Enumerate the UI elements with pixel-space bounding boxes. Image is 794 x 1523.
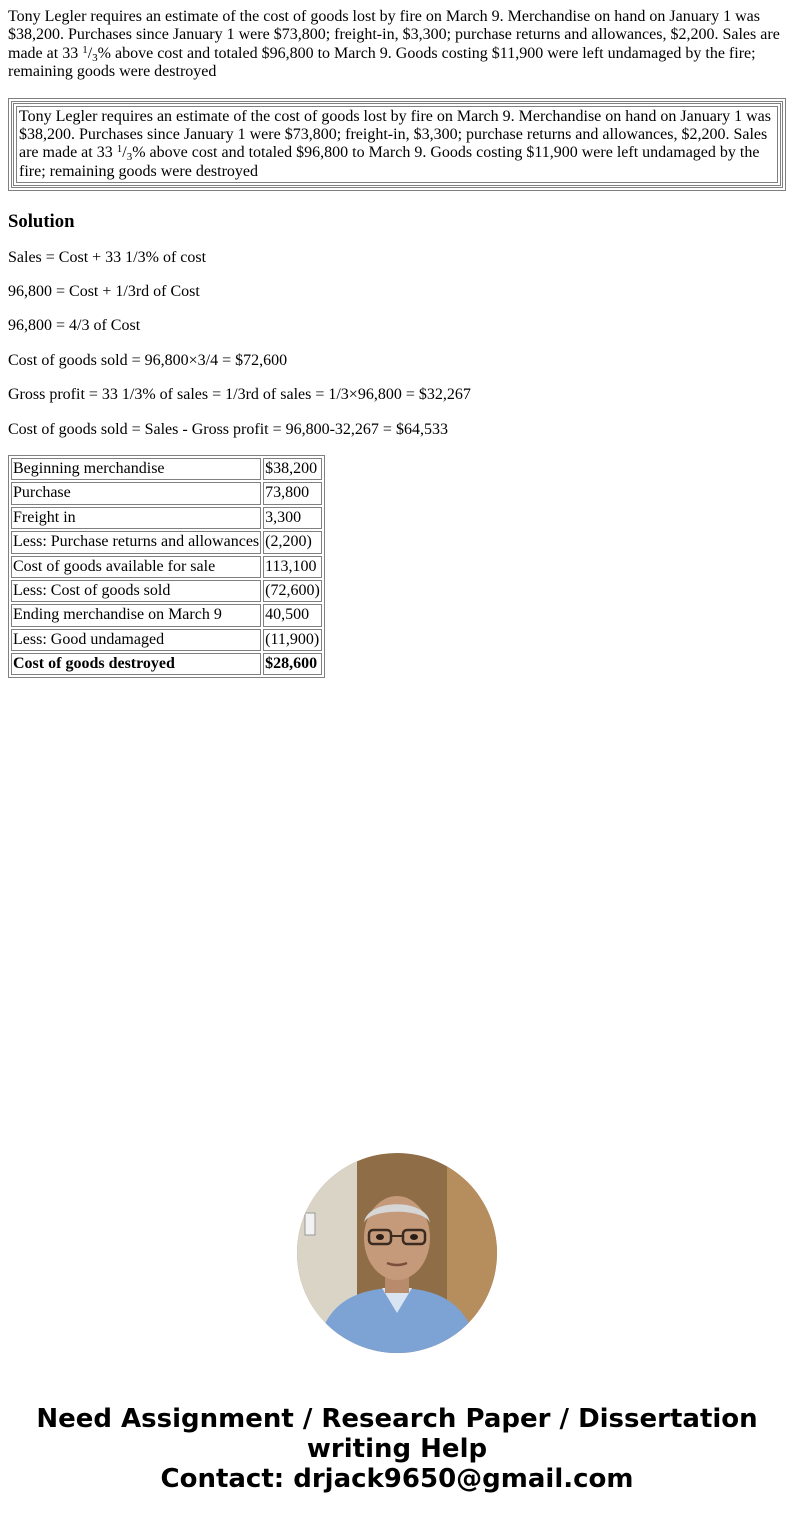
row-value: 40,500: [263, 604, 322, 626]
cost-of-goods-table: [8, 455, 325, 679]
row-label: Cost of goods available for sale: [11, 556, 261, 578]
boxed-text-part2: % above cost and totaled $96,800 to March 9. Goods costing $11,900 were left undamaged by the fire; remaining goods were destroyed: [19, 144, 760, 180]
fraction-slash: /: [87, 44, 93, 62]
row-label: Less: Good undamaged: [11, 629, 261, 651]
table-row: [11, 629, 322, 651]
row-value: (11,900): [263, 629, 322, 651]
row-value: 3,300: [263, 507, 322, 529]
row-label: Less: Purchase returns and allowances: [11, 531, 261, 553]
problem-text-part1: Tony Legler requires an estimate of the cost of goods lost by fire on March 9. Merchandise on hand on January 1 was $38,200. Purchases since January 1 were $73,800; freight-in, $3,300; purchase returns and allowances, $2,200. Sales are made at 33: [8, 8, 780, 62]
table-row: [11, 531, 322, 553]
total-row: [11, 653, 322, 675]
solution-heading: Solution: [8, 211, 75, 233]
row-label: Less: Cost of goods sold: [11, 580, 261, 602]
table-row: [11, 482, 322, 504]
problem-box-text: [16, 106, 778, 184]
problem-box-inner: [13, 103, 781, 187]
table-row: [11, 556, 322, 578]
contact-line-1: Need Assignment / Research Paper / Dissertation: [36, 1404, 758, 1434]
row-value: 113,100: [263, 556, 322, 578]
row-label: Beginning merchandise: [11, 458, 261, 480]
row-value: 73,800: [263, 482, 322, 504]
solution-steps: [8, 249, 786, 439]
page: [0, 0, 794, 678]
table-row: [11, 507, 322, 529]
fraction-denominator: 3: [92, 51, 98, 64]
row-label: Ending merchandise on March 9: [11, 604, 261, 626]
row-value: (2,200): [263, 531, 322, 553]
row-value: $38,200: [263, 458, 322, 480]
solution-step: 96,800 = 4/3 of Cost: [8, 317, 141, 335]
contact-banner: [0, 1404, 794, 1494]
contact-line-2: writing Help: [306, 1434, 488, 1464]
solution-step: Cost of goods sold = Sales - Gross profit = 96,800-32,267 = $64,533: [8, 420, 448, 438]
author-portrait-icon: [297, 1153, 497, 1353]
total-label: Cost of goods destroyed: [11, 653, 261, 675]
contact-email: Contact: drjack9650@gmail.com: [160, 1464, 634, 1494]
table-row: [11, 604, 322, 626]
solution-step: 96,800 = Cost + 1/3rd of Cost: [8, 283, 200, 301]
author-avatar: [297, 1153, 497, 1353]
row-label: Freight in: [11, 507, 261, 529]
boxed-fraction-numerator: 1: [116, 143, 123, 156]
row-label: Purchase: [11, 482, 261, 504]
row-value: (72,600): [263, 580, 322, 602]
boxed-fraction-denominator: 3: [126, 151, 133, 164]
problem-text-part2: % above cost and totaled $96,800 to March 9. Goods costing $11,900 were left undamaged by the fire; remaining goods were destroyed: [8, 44, 756, 81]
boxed-text-part1: Tony Legler requires an estimate of the cost of goods lost by fire on March 9. Merchandise on hand on January 1 was $38,200. Purchases since January 1 were $73,800; freight-in, $3,300; purchase returns and allowances, $2,200. Sales are made at 33: [19, 107, 772, 162]
solution-step: Cost of goods sold = 96,800×3/4 = $72,600: [8, 351, 288, 369]
boxed-fraction-slash: /: [122, 144, 127, 162]
problem-statement: [8, 8, 786, 82]
fraction-numerator: 1: [82, 43, 88, 56]
solution-step: Gross profit = 33 1/3% of sales = 1/3rd of sales = 1/3×96,800 = $32,267: [8, 386, 471, 404]
problem-box: [8, 98, 786, 192]
table-row: [11, 458, 322, 480]
problem-box-cell: [11, 101, 783, 189]
solution-step: Sales = Cost + 33 1/3% of cost: [8, 248, 207, 266]
total-value: $28,600: [263, 653, 322, 675]
table-row: [11, 580, 322, 602]
